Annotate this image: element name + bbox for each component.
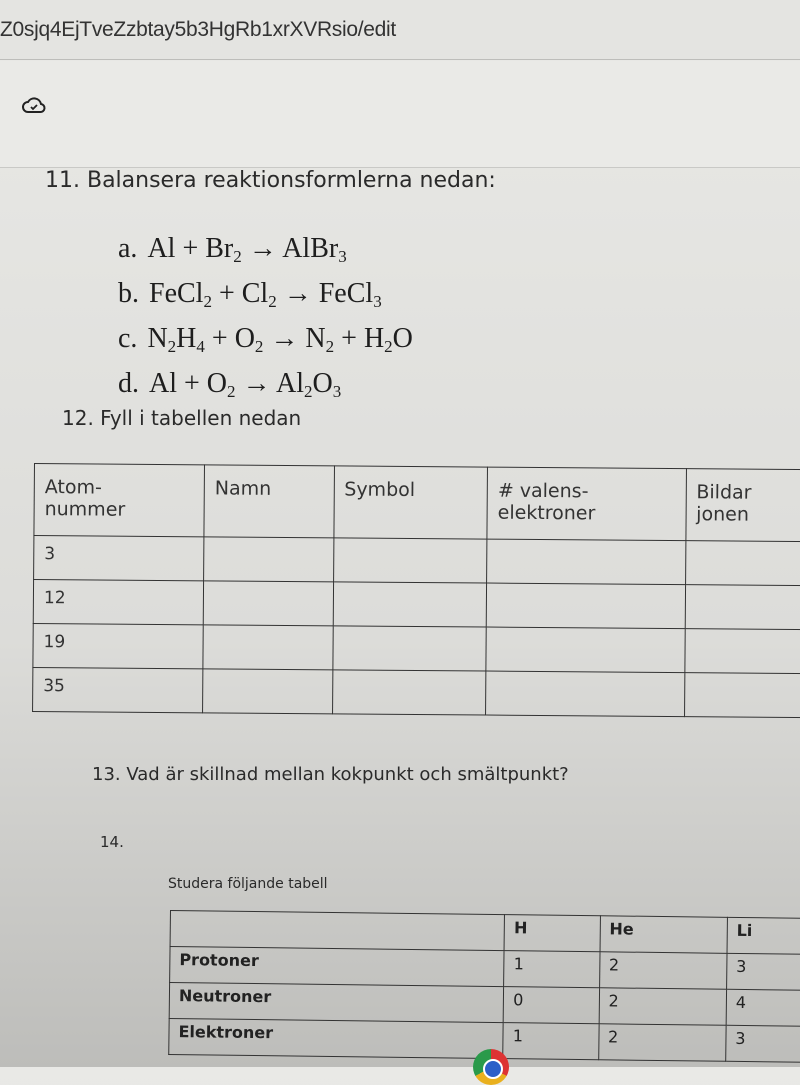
column-header: [170, 911, 505, 951]
table-cell[interactable]: [204, 537, 334, 582]
table-cell[interactable]: Neutroner: [169, 983, 504, 1023]
equation-a: [118, 230, 413, 275]
address-bar[interactable]: [0, 0, 800, 60]
subscript: 2: [254, 337, 264, 356]
subscript: 2: [203, 292, 212, 311]
formula-text: → Al: [235, 368, 304, 399]
formula-text: → AlBr: [241, 233, 339, 264]
equation-label: b.: [118, 278, 139, 309]
table-cell[interactable]: 3: [34, 536, 204, 581]
column-header: He: [600, 916, 728, 954]
table-cell[interactable]: [333, 538, 487, 583]
table-cell[interactable]: 3: [726, 1025, 800, 1062]
subscript: 3: [332, 382, 342, 401]
table-row: [33, 667, 800, 717]
table-cell[interactable]: [332, 626, 486, 671]
table-cell[interactable]: [203, 625, 333, 670]
table-cell[interactable]: [203, 669, 333, 714]
table-row: [33, 580, 800, 630]
formula-text: + H: [334, 323, 385, 354]
table-cell[interactable]: [486, 627, 685, 673]
table-cell[interactable]: 2: [599, 988, 727, 1026]
particle-table: [168, 910, 800, 1063]
formula-text: + O: [204, 323, 255, 354]
table-cell[interactable]: 3: [726, 953, 800, 990]
question-11: 11. Balansera reaktionsformlerna nedan:: [45, 168, 496, 193]
formula-text: O: [392, 323, 413, 354]
subscript: 3: [373, 292, 382, 311]
formula-text: O: [312, 368, 333, 399]
equation-d: [118, 365, 413, 410]
table-cell[interactable]: 4: [726, 989, 800, 1026]
column-header: H: [504, 915, 600, 952]
column-header: Atom- nummer: [34, 464, 205, 537]
subscript: 2: [384, 337, 393, 356]
question-13: 13. Vad är skillnad mellan kokpunkt och smältpunkt?: [92, 764, 569, 785]
table-cell[interactable]: 35: [33, 667, 203, 712]
url-text: Z0sjq4EjTveZzbtay5b3HgRb1xrXVRsio/edit: [0, 18, 396, 41]
subscript: 2: [303, 382, 313, 401]
equation-label: d.: [118, 368, 139, 399]
table-cell[interactable]: 0: [503, 987, 599, 1024]
table-cell[interactable]: 19: [33, 623, 203, 668]
table-cell[interactable]: [684, 629, 800, 674]
formula-text: Al + O: [149, 368, 228, 399]
subscript: 3: [338, 247, 347, 266]
table-cell[interactable]: 2: [598, 1024, 726, 1062]
equation-label: c.: [118, 323, 138, 354]
table-row: [33, 623, 800, 673]
subscript: 2: [325, 337, 335, 356]
table-cell[interactable]: [486, 671, 685, 717]
formula-text: N: [147, 323, 168, 354]
column-header: Symbol: [333, 466, 487, 539]
formula-text: + Cl: [211, 278, 269, 309]
question-14-intro: Studera följande tabell: [168, 876, 328, 892]
column-header: Bildar jonen: [686, 469, 800, 542]
subscript: 2: [227, 382, 236, 401]
table-cell[interactable]: [684, 673, 800, 718]
subscript: 4: [196, 337, 205, 356]
table-cell[interactable]: Elektroner: [169, 1018, 504, 1058]
formula-text: H: [176, 323, 197, 354]
table-cell[interactable]: 2: [599, 952, 727, 990]
table-cell[interactable]: [685, 585, 800, 630]
column-header: # valens- elektroner: [487, 467, 686, 541]
question-12: 12. Fyll i tabellen nedan: [62, 406, 302, 430]
cloud-saved-icon[interactable]: [22, 95, 46, 117]
column-header: Namn: [204, 465, 334, 538]
chrome-icon[interactable]: [473, 1049, 509, 1085]
equation-c: [118, 320, 413, 365]
table-cell[interactable]: [487, 539, 686, 585]
equation-list: [118, 230, 413, 410]
formula-text: → FeCl: [276, 278, 374, 309]
docs-header: [0, 61, 800, 168]
subscript: 2: [233, 247, 242, 266]
formula-text: → N: [263, 323, 326, 354]
question-14: 14.: [100, 833, 124, 851]
table-cell[interactable]: [486, 583, 685, 629]
atom-table: [32, 463, 800, 718]
table-cell[interactable]: 12: [33, 580, 203, 625]
table-cell[interactable]: 1: [503, 1023, 599, 1060]
equation-label: a.: [118, 233, 138, 264]
subscript: 2: [167, 337, 177, 356]
subscript: 2: [268, 292, 277, 311]
table-cell[interactable]: [332, 670, 486, 715]
header-row: [34, 464, 800, 542]
column-header: Li: [727, 917, 800, 954]
formula-text: Al + Br: [147, 233, 234, 264]
table-cell[interactable]: 1: [504, 951, 600, 988]
table-cell[interactable]: [203, 581, 333, 626]
table-cell[interactable]: [333, 582, 487, 627]
table-cell[interactable]: Protoner: [170, 947, 505, 987]
table-row: [34, 536, 800, 586]
formula-text: FeCl: [149, 278, 204, 309]
equation-b: [118, 275, 413, 320]
document-page[interactable]: [0, 168, 800, 1067]
table-cell[interactable]: [685, 541, 800, 586]
